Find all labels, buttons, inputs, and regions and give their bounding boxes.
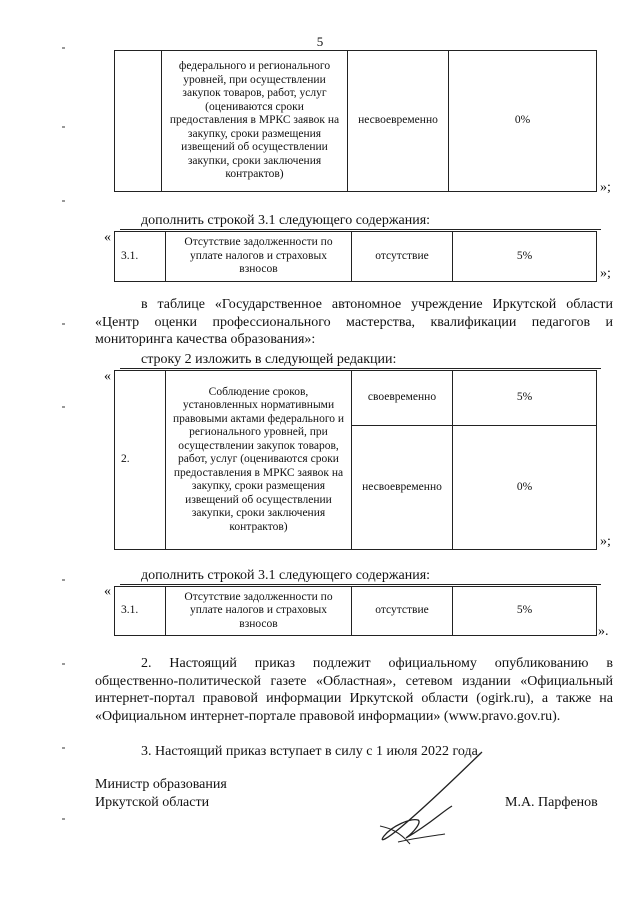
- margin-mark: [62, 406, 65, 408]
- opening-quote: «: [104, 369, 111, 384]
- margin-mark: [62, 200, 65, 202]
- signatory-title-line2: Иркутской области: [95, 795, 210, 810]
- table-cell-number: [115, 51, 162, 192]
- table-add-row: [114, 586, 597, 636]
- table-cell-number: 3.1.: [115, 587, 166, 636]
- margin-mark: [62, 579, 65, 581]
- table-cell-percent: 0%: [449, 51, 597, 192]
- table-cell-percent: 5%: [453, 587, 597, 636]
- table-cell-criterion: Отсутствие задолженности по уплате налогов и страховых взносов: [166, 232, 352, 282]
- add-row-heading: дополнить строкой 3.1 следующего содержания:: [141, 568, 431, 583]
- table-cell-status: несвоевременно: [348, 51, 449, 192]
- margin-mark: [62, 47, 65, 49]
- replace-line: строку 2 изложить в следующей редакции:: [141, 352, 397, 367]
- table-cell-criterion: федерального и регионального уровней, при осуществлении закупок товаров, работ, услуг (оцениваются сроки предоставления в МРКС заявок на закупку, сроки размещения извещений об осуществлении закупки, сроки заключения контрактов): [162, 51, 348, 192]
- margin-mark: [62, 818, 65, 820]
- table-cell-percent: 0%: [453, 426, 597, 550]
- paragraph-publication: 2. Настоящий приказ подлежит официальному опубликованию в общественно-политической газете «Областная», сетевом издании «Официальный интернет-портал правовой информации Иркутской области (ogirk.ru), а также на «Официальном интернет-портале правовой информации» (www.pravo.gov.ru).: [95, 656, 613, 724]
- table-continued: [114, 50, 597, 192]
- add-row-heading: дополнить строкой 3.1 следующего содержания:: [141, 213, 431, 228]
- table-row-2: [114, 370, 597, 550]
- closing-quote: »;: [600, 534, 611, 549]
- table-add-row: [114, 231, 597, 282]
- table-cell-status: отсутствие: [352, 232, 453, 282]
- table-cell-criterion: Соблюдение сроков, установленных нормативными правовыми актами федерального и регионального уровней, при осуществлении закупок товаров, работ, услуг (оцениваются сроки предоставления в МРКС заявок на закупку, сроки размещения извещений об осуществлении закупки, сроки заключения контрактов): [166, 371, 352, 550]
- table-cell-number: 2.: [115, 371, 166, 550]
- table-cell-number: 3.1.: [115, 232, 166, 282]
- closing-quote: ».: [598, 624, 609, 639]
- table-cell-percent: 5%: [453, 232, 597, 282]
- table-cell-criterion: Отсутствие задолженности по уплате налогов и страховых взносов: [166, 587, 352, 636]
- table-cell-status: несвоевременно: [352, 426, 453, 550]
- margin-mark: [62, 747, 65, 749]
- margin-mark: [62, 323, 65, 325]
- table-cell-status: отсутствие: [352, 587, 453, 636]
- opening-quote: «: [104, 230, 111, 245]
- page-number: 5: [316, 34, 324, 49]
- table-cell-percent: 5%: [453, 371, 597, 426]
- closing-quote: »;: [600, 180, 611, 195]
- paragraph-effective-date: 3. Настоящий приказ вступает в силу с 1 июля 2022 года.: [141, 744, 482, 759]
- margin-mark: [62, 126, 65, 128]
- handwritten-signature: [370, 748, 500, 853]
- opening-quote: «: [104, 584, 111, 599]
- margin-mark: [62, 663, 65, 665]
- signatory-name: М.А. Парфенов: [505, 795, 598, 810]
- paragraph-table-intro: в таблице «Государственное автономное учреждение Иркутской области «Центр оценки профессионального мастерства, квалификации педагогов и мониторинга качества образования»:: [95, 297, 613, 347]
- closing-quote: »;: [600, 266, 611, 281]
- signatory-title-line1: Министр образования: [95, 777, 227, 792]
- table-cell-status: своевременно: [352, 371, 453, 426]
